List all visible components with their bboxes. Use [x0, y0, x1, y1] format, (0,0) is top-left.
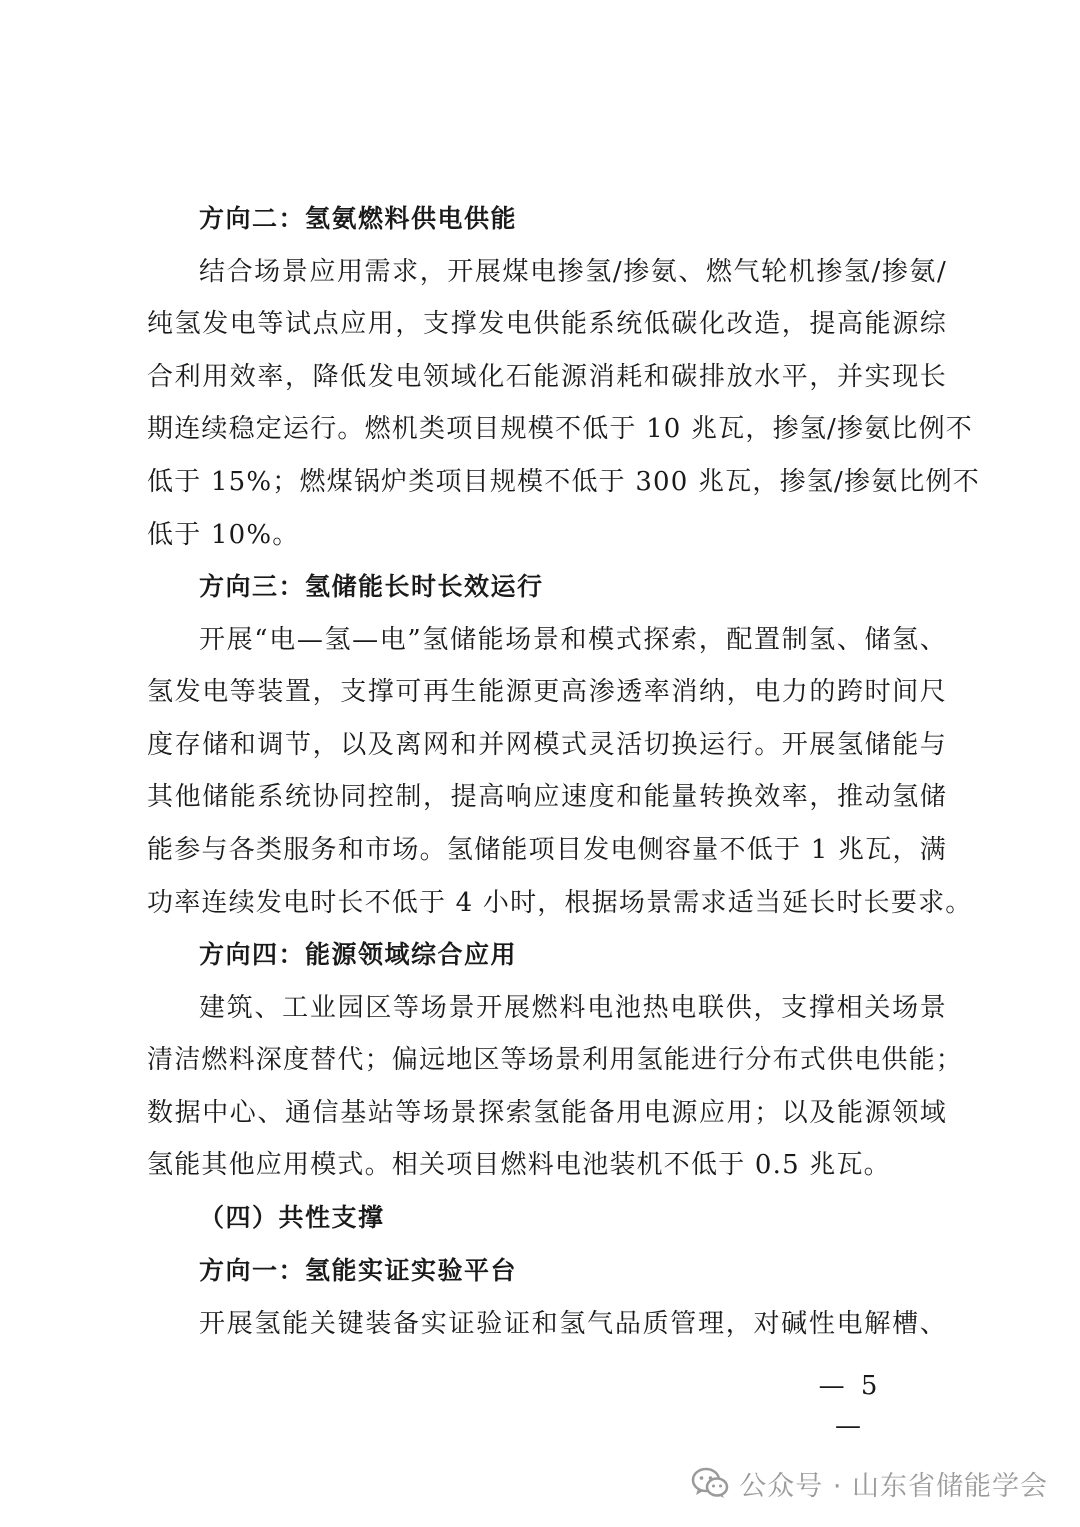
watermark-text: 公众号 · 山东省储能学会 — [739, 1470, 1048, 1502]
paragraph-line: 清洁燃料深度替代；偏远地区等场景利用氢能进行分布式供电供能； — [147, 1045, 964, 1076]
paragraph-line: 纯氢发电等试点应用，支撑发电供能系统低碳化改造，提高能源综 — [147, 309, 947, 340]
paragraph-line: 低于 10%。 — [147, 519, 300, 550]
section-heading: 方向一：氢能实证实验平台 — [199, 1256, 518, 1285]
paragraph-line: 合利用效率，降低发电领域化石能源消耗和碳排放水平，并实现长 — [147, 361, 947, 392]
section-heading: （四）共性支撑 — [199, 1203, 385, 1232]
paragraph-line: 开展“电—氢—电”氢储能场景和模式探索，配置制氢、储氢、 — [199, 624, 947, 655]
section-heading: 方向三：氢储能长时长效运行 — [199, 572, 544, 601]
paragraph-line: 开展氢能关键装备实证验证和氢气品质管理，对碱性电解槽、 — [199, 1308, 947, 1339]
wechat-icon — [691, 1467, 729, 1499]
page-number: — 5 — — [818, 1371, 882, 1441]
watermark — [691, 1460, 1048, 1506]
section-hydrogen-ammonia-power — [147, 193, 980, 561]
paragraph-line: 期连续稳定运行。燃机类项目规模不低于 10 兆瓦，掺氢/掺氨比例不 — [147, 414, 973, 445]
paragraph-line: 建筑、工业园区等场景开展燃料电池热电联供，支撑相关场景 — [199, 992, 947, 1023]
paragraph-line: 数据中心、通信基站等场景探索氢能备用电源应用；以及能源领域 — [147, 1097, 947, 1128]
paragraph-line: 结合场景应用需求，开展煤电掺氢/掺氨、燃气轮机掺氢/掺氨/ — [199, 256, 947, 287]
paragraph-line: 度存储和调节，以及离网和并网模式灵活切换运行。开展氢储能与 — [147, 729, 947, 760]
section-heading: 方向二：氢氨燃料供电供能 — [199, 204, 518, 233]
paragraph-line: 其他储能系统协同控制，提高响应速度和能量转换效率，推动氢储 — [147, 782, 947, 813]
paragraph-line: 氢能其他应用模式。相关项目燃料电池装机不低于 0.5 兆瓦。 — [147, 1150, 891, 1181]
section-energy-application — [147, 929, 964, 1192]
section-hydrogen-storage — [147, 561, 973, 929]
section-hydrogen-demo-platform — [147, 1245, 947, 1350]
paragraph-line: 功率连续发电时长不低于 4 小时，根据场景需求适当延长时长要求。 — [147, 887, 973, 918]
section-heading: 方向四：能源领域综合应用 — [199, 940, 518, 969]
paragraph-line: 低于 15%；燃煤锅炉类项目规模不低于 300 兆瓦，掺氢/掺氨比例不 — [147, 466, 980, 497]
paragraph-line: 能参与各类服务和市场。氢储能项目发电侧容量不低于 1 兆瓦，满 — [147, 834, 947, 865]
section-common-support — [147, 1192, 947, 1245]
paragraph-line: 氢发电等装置，支撑可再生能源更高渗透率消纳，电力的跨时间尺 — [147, 677, 947, 708]
